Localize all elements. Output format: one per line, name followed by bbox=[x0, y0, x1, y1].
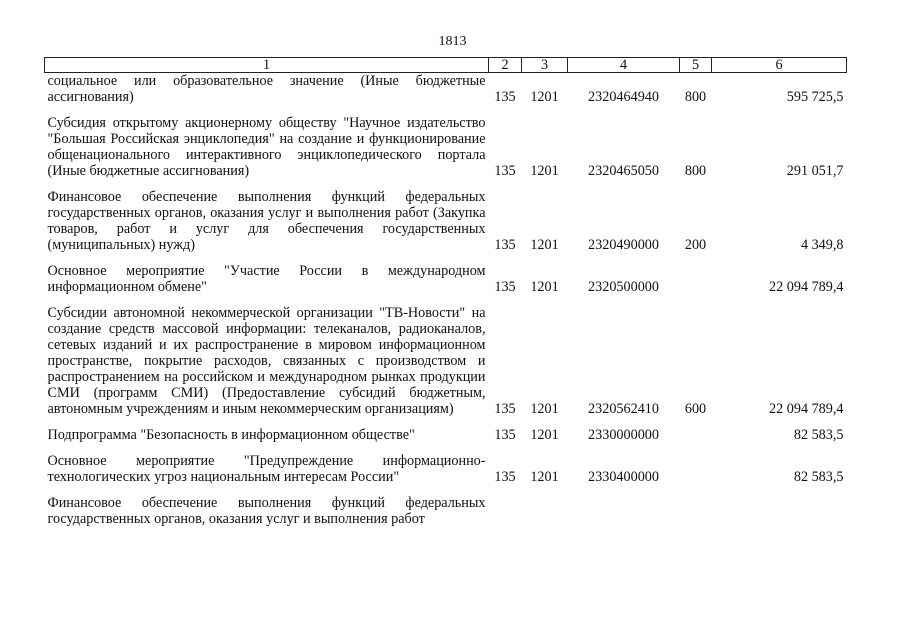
code-column-2: 135 bbox=[494, 163, 516, 179]
code-column-5: 200 bbox=[684, 237, 707, 253]
column-header: 5 bbox=[680, 58, 712, 73]
code-column-4 bbox=[568, 485, 680, 527]
row-description: Финансовое обеспечение выполнения функций федеральных государственных органов, оказания услуг и выполнения работ bbox=[47, 495, 486, 527]
table-row bbox=[45, 179, 847, 253]
code-column-2: 135 bbox=[494, 237, 516, 253]
budget-table bbox=[44, 57, 847, 527]
code-column-3 bbox=[522, 485, 568, 527]
table-row bbox=[45, 417, 847, 443]
column-header: 3 bbox=[522, 58, 568, 73]
row-description: социальное или образовательное значение (Иные бюджетные ассигнования) bbox=[47, 73, 486, 105]
code-column-3: 1201 bbox=[530, 279, 559, 295]
table-row bbox=[45, 73, 847, 106]
code-column-3: 1201 bbox=[530, 469, 559, 485]
page-number: 1813 bbox=[438, 34, 467, 49]
code-column-5 bbox=[680, 253, 712, 295]
amount: 595 725,5 bbox=[786, 89, 844, 105]
code-column-4: 2330400000 bbox=[588, 469, 659, 485]
amount: 22 094 789,4 bbox=[769, 279, 844, 295]
code-column-3: 1201 bbox=[530, 401, 559, 417]
code-column-4: 2320465050 bbox=[588, 163, 659, 179]
column-header: 2 bbox=[489, 58, 522, 73]
code-column-3: 1201 bbox=[530, 163, 559, 179]
code-column-5: 800 bbox=[684, 89, 707, 105]
table-row bbox=[45, 485, 847, 527]
table-header bbox=[45, 58, 847, 73]
row-description: Основное мероприятие "Участие России в международном информационном обмене" bbox=[47, 263, 486, 295]
row-description: Основное мероприятие "Предупреждение информационно-технологических угроз национальным интересам России" bbox=[47, 453, 486, 485]
code-column-4: 2320500000 bbox=[588, 279, 659, 295]
row-description: Финансовое обеспечение выполнения функций федеральных государственных органов, оказания услуг и выполнения работ (Закупка товаров, работ и услуг для обеспечения государственных (муниципальных) нужд) bbox=[47, 189, 486, 253]
code-column-3: 1201 bbox=[530, 237, 559, 253]
code-column-4: 2330000000 bbox=[588, 427, 659, 443]
column-header: 6 bbox=[712, 58, 847, 73]
code-column-5: 600 bbox=[684, 401, 707, 417]
code-column-4: 2320464940 bbox=[588, 89, 659, 105]
table-row bbox=[45, 295, 847, 417]
row-description: Субсидия открытому акционерному обществу "Научное издательство "Большая Российская энциклопедия" на создание и функционирование общенационального интерактивного энциклопедического портала (Иные бюджетные ассигнования) bbox=[47, 115, 486, 179]
code-column-4: 2320490000 bbox=[588, 237, 659, 253]
row-description: Подпрограмма "Безопасность в информационном обществе" bbox=[47, 427, 415, 443]
table-row bbox=[45, 443, 847, 485]
code-column-2: 135 bbox=[494, 401, 516, 417]
code-column-4: 2320562410 bbox=[588, 401, 659, 417]
amount: 82 583,5 bbox=[793, 469, 844, 485]
amount: 82 583,5 bbox=[793, 427, 844, 443]
code-column-2 bbox=[489, 485, 522, 527]
code-column-3: 1201 bbox=[530, 89, 559, 105]
amount: 291 051,7 bbox=[786, 163, 844, 179]
code-column-5: 800 bbox=[684, 163, 707, 179]
column-header: 1 bbox=[45, 58, 489, 73]
amount: 22 094 789,4 bbox=[769, 401, 844, 417]
code-column-5 bbox=[680, 417, 712, 443]
row-description: Субсидии автономной некоммерческой организации "ТВ-Новости" на создание средств массовой информации: телеканалов, радиоканалов, сетевых изданий и их распространение в мировом информационном пространстве, покрытие расходов, связанных с производством и распространением на российском и международном рынках продукции СМИ (программ СМИ) (Предоставление субсидий бюджетным, автономным учреждениям и иным некоммерческим организациям) bbox=[47, 305, 486, 417]
code-column-2: 135 bbox=[494, 279, 516, 295]
code-column-2: 135 bbox=[494, 469, 516, 485]
code-column-5 bbox=[680, 485, 712, 527]
code-column-2: 135 bbox=[494, 89, 516, 105]
column-header: 4 bbox=[568, 58, 680, 73]
code-column-3: 1201 bbox=[530, 427, 559, 443]
amount bbox=[712, 485, 847, 527]
table-row bbox=[45, 253, 847, 295]
table-row bbox=[45, 105, 847, 179]
code-column-5 bbox=[680, 443, 712, 485]
code-column-2: 135 bbox=[494, 427, 516, 443]
amount: 4 349,8 bbox=[800, 237, 844, 253]
